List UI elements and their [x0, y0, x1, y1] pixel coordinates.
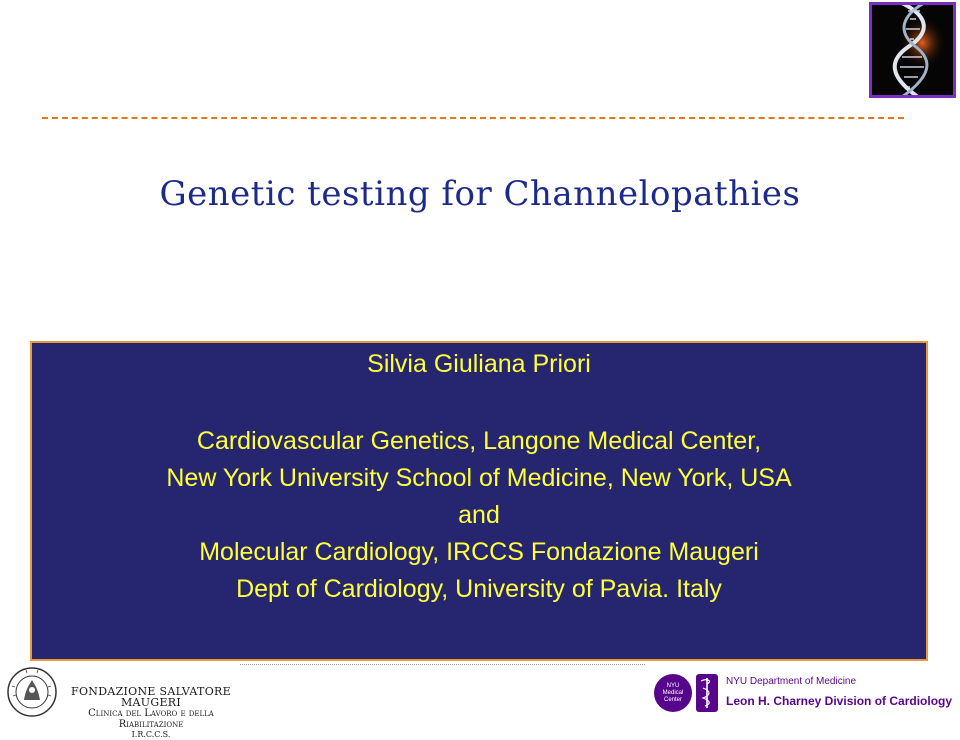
- caduceus-icon: [696, 674, 718, 712]
- fondazione-subtitle: Clinica del Lavoro e della Riabilitazione: [88, 708, 214, 730]
- footer-divider: [240, 664, 645, 665]
- affiliation-line: Molecular Cardiology, IRCCS Fondazione Maugeri: [199, 538, 759, 566]
- author-box: [30, 341, 928, 661]
- slide-title: Genetic testing for Channelopathies: [159, 174, 801, 214]
- dna-helix-image: [869, 2, 956, 98]
- affiliation-line: Dept of Cardiology, University of Pavia. Italy: [236, 575, 722, 603]
- nyu-department: NYU Department of Medicine: [726, 676, 857, 687]
- author-name: Silvia Giuliana Priori: [367, 350, 591, 378]
- fondazione-text: [62, 686, 240, 740]
- dna-helix-icon: [872, 5, 953, 95]
- nyu-division: Leon H. Charney Division of Cardiology: [726, 694, 953, 708]
- affiliation-line: and: [458, 501, 500, 529]
- affiliation-line: Cardiovascular Genetics, Langone Medical Center,: [196, 427, 762, 455]
- fondazione-name: FONDAZIONE SALVATORE MAUGERI: [71, 685, 231, 709]
- dashed-divider: [42, 117, 904, 119]
- affiliation-block: [32, 423, 926, 608]
- nyu-badge-line: Center: [663, 696, 682, 703]
- fondazione-irccs: I.R.C.C.S.: [131, 730, 171, 739]
- nyu-cardiology-logo: [652, 672, 958, 718]
- nyu-badge-line: NYU: [666, 682, 680, 689]
- maugeri-seal-icon: [6, 666, 58, 718]
- fondazione-maugeri-logo: [4, 664, 240, 739]
- nyu-badge-line: Medical: [662, 689, 684, 696]
- affiliation-line: New York University School of Medicine, New York, USA: [166, 464, 792, 492]
- nyu-medical-center-badge: [654, 674, 692, 712]
